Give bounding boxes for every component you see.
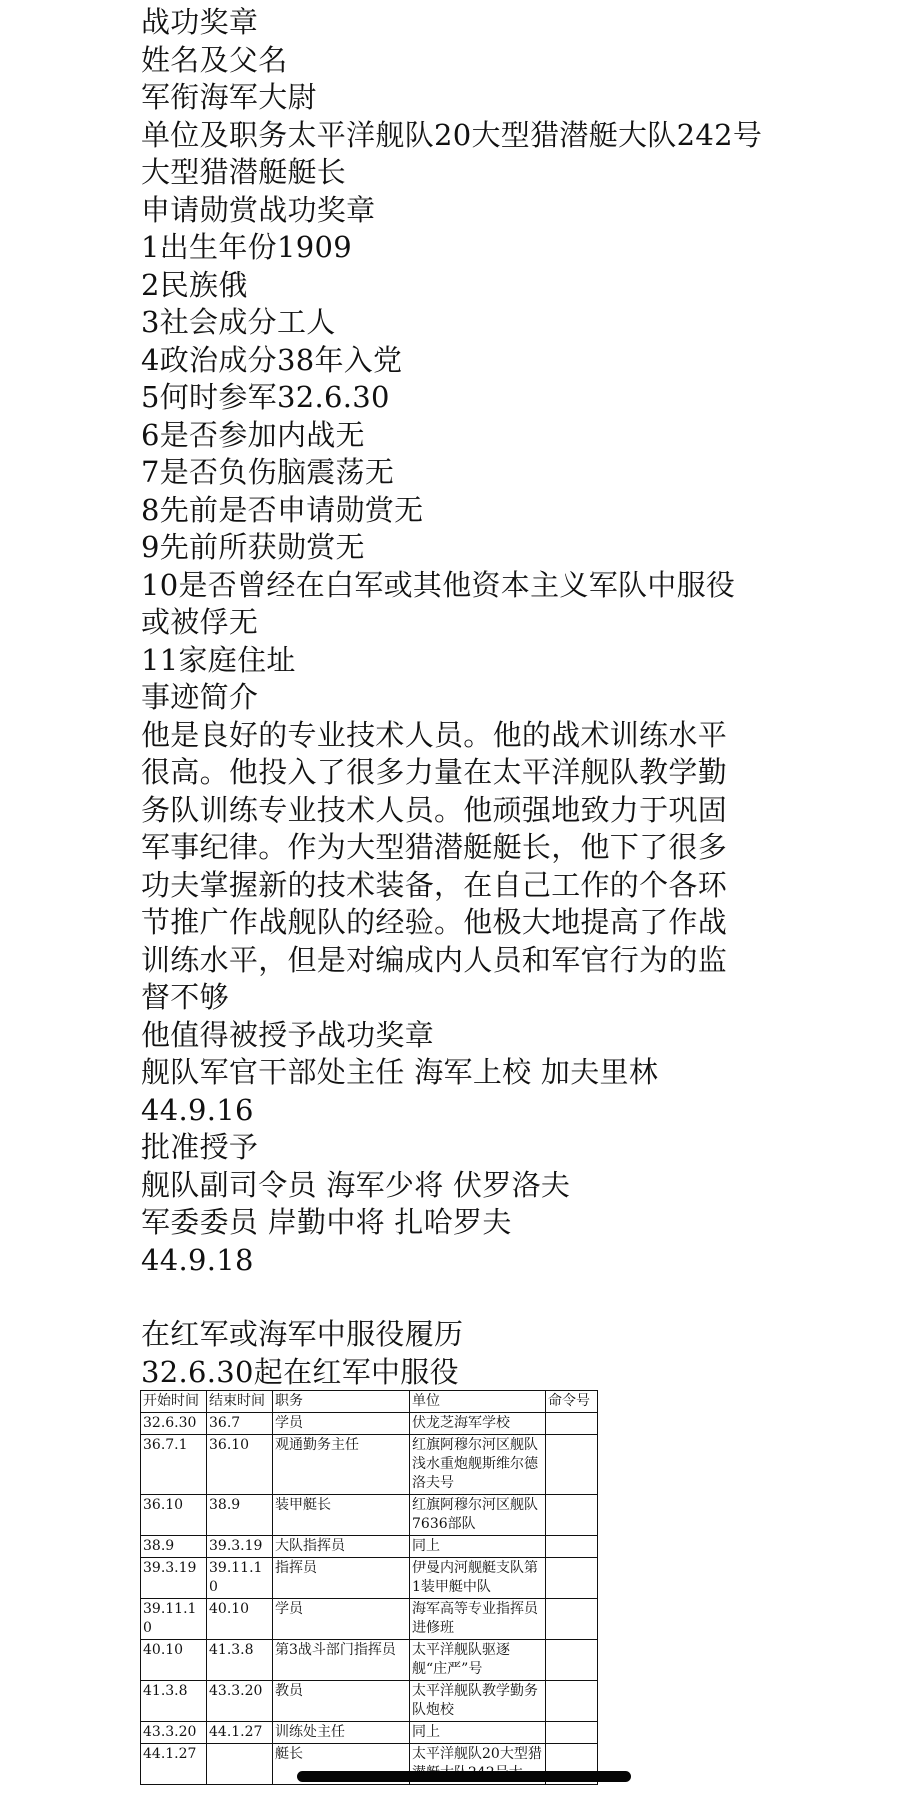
header-position: 职务 — [273, 1391, 410, 1413]
field-enlisted: 5何时参军32.6.30 — [141, 380, 390, 414]
table-row — [141, 1435, 598, 1495]
field-nationality: 2民族俄 — [141, 267, 248, 302]
field-name: 姓名及父名 — [141, 42, 288, 77]
field-prior-request: 8先前是否申请勋赏无 — [141, 492, 424, 527]
field-white-army-cont: 或被俘无 — [141, 605, 259, 639]
cell-unit: 太平洋舰队驱逐舰“庄严”号 — [410, 1640, 546, 1681]
cell-unit: 太平洋舰队教学勤务队炮校 — [410, 1681, 546, 1722]
cell-position: 学员 — [273, 1413, 410, 1435]
cell-position: 指挥员 — [273, 1558, 410, 1599]
cell-unit: 海军高等专业指挥员进修班 — [410, 1599, 546, 1640]
field-social-class: 3社会成分工人 — [141, 305, 336, 339]
signer-cadre-chief: 舰队军官干部处主任 海军上校 加夫里林 — [141, 1055, 659, 1089]
cell-order-no — [546, 1495, 598, 1536]
cell-order-no — [546, 1435, 598, 1495]
cell-order-no — [546, 1558, 598, 1599]
cell-end: 38.9 — [207, 1495, 273, 1536]
cell-order-no — [546, 1599, 598, 1640]
cell-end: 39.11.10 — [207, 1558, 273, 1599]
summary-line: 他是良好的专业技术人员。他的战术训练水平 — [141, 717, 728, 752]
cell-order-no — [546, 1536, 598, 1558]
cell-position: 学员 — [273, 1599, 410, 1640]
field-white-army: 10是否曾经在白军或其他资本主义军队中服役 — [141, 567, 736, 602]
cell-unit: 红旗阿穆尔河区舰队7636部队 — [410, 1495, 546, 1536]
cell-start: 38.9 — [141, 1536, 207, 1558]
cell-position: 装甲艇长 — [273, 1495, 410, 1536]
summary-line: 节推广作战舰队的经验。他极大地提高了作战 — [141, 905, 728, 939]
cell-end — [207, 1744, 273, 1785]
service-table — [140, 1390, 598, 1785]
cell-unit: 伊曼内河舰艇支队第1装甲艇中队 — [410, 1558, 546, 1599]
cell-end: 41.3.8 — [207, 1640, 273, 1681]
cell-end: 44.1.27 — [207, 1722, 273, 1744]
table-row — [141, 1722, 598, 1744]
table-row — [141, 1413, 598, 1435]
cell-position: 艇长 — [273, 1744, 410, 1785]
recommendation: 他值得被授予战功奖章 — [141, 1017, 435, 1052]
cell-end: 39.3.19 — [207, 1536, 273, 1558]
cell-end: 40.10 — [207, 1599, 273, 1640]
cell-order-no — [546, 1640, 598, 1681]
field-unit-cont: 大型猎潜艇艇长 — [141, 155, 347, 189]
field-birth-year: 1出生年份1909 — [141, 230, 352, 264]
table-row — [141, 1681, 598, 1722]
field-prior-awards: 9先前所获勋赏无 — [141, 530, 365, 564]
cell-end: 36.7 — [207, 1413, 273, 1435]
table-header-row — [141, 1391, 598, 1413]
field-civil-war: 6是否参加内战无 — [141, 417, 365, 452]
cell-start: 36.10 — [141, 1495, 207, 1536]
cell-start: 40.10 — [141, 1640, 207, 1681]
table-row — [141, 1599, 598, 1640]
date-1: 44.9.16 — [141, 1092, 254, 1127]
summary-line: 训练水平，但是对编成内人员和军官行为的监 — [141, 942, 728, 977]
cell-position: 第3战斗部门指挥员 — [273, 1640, 410, 1681]
cell-start: 36.7.1 — [141, 1435, 207, 1495]
cell-end: 43.3.20 — [207, 1681, 273, 1722]
document-body — [141, 4, 801, 1391]
table-row — [141, 1495, 598, 1536]
table-row — [141, 1536, 598, 1558]
summary-line: 很高。他投入了很多力量在太平洋舰队教学勤 — [141, 755, 728, 789]
cell-position: 大队指挥员 — [273, 1536, 410, 1558]
field-award-request: 申请勋赏战功奖章 — [141, 192, 376, 227]
cell-order-no — [546, 1681, 598, 1722]
summary-line: 功夫掌握新的技术装备，在自己工作的个各环 — [141, 867, 728, 902]
table-row — [141, 1640, 598, 1681]
doc-title: 战功奖章 — [141, 5, 259, 39]
field-wounds: 7是否负伤脑震荡无 — [141, 455, 395, 489]
home-indicator-bar[interactable] — [297, 1771, 631, 1782]
cell-start: 41.3.8 — [141, 1681, 207, 1722]
cell-position: 观通勤务主任 — [273, 1435, 410, 1495]
summary-line: 军事纪律。作为大型猎潜艇艇长，他下了很多 — [141, 830, 728, 864]
field-unit: 单位及职务太平洋舰队20大型猎潜艇大队242号 — [141, 117, 763, 152]
summary-heading: 事迹简介 — [141, 680, 259, 714]
cell-position: 教员 — [273, 1681, 410, 1722]
field-address: 11家庭住址 — [141, 642, 296, 677]
cell-unit: 太平洋舰队20大型猎 — [410, 1744, 546, 1785]
field-rank: 军衔海军大尉 — [141, 80, 317, 114]
cell-order-no — [546, 1413, 598, 1435]
cell-start: 32.6.30 — [141, 1413, 207, 1435]
cell-end: 36.10 — [207, 1435, 273, 1495]
service-start: 32.6.30起在红军中服役 — [141, 1354, 459, 1389]
date-2: 44.9.18 — [141, 1242, 254, 1277]
header-order-no: 命令号 — [546, 1391, 598, 1413]
signer-council-member: 军委委员 岸勤中将 扎哈罗夫 — [141, 1205, 512, 1239]
signer-deputy-commander: 舰队副司令员 海军少将 伏罗洛夫 — [141, 1167, 571, 1202]
cell-start: 39.11.10 — [141, 1599, 207, 1640]
cell-position: 训练处主任 — [273, 1722, 410, 1744]
table-row — [141, 1558, 598, 1599]
cell-unit: 同上 — [410, 1536, 546, 1558]
header-start: 开始时间 — [141, 1391, 207, 1413]
service-heading: 在红军或海军中服役履历 — [141, 1317, 464, 1351]
header-end: 结束时间 — [207, 1391, 273, 1413]
cell-order-no — [546, 1722, 598, 1744]
cell-start: 39.3.19 — [141, 1558, 207, 1599]
summary-line: 督不够 — [141, 980, 229, 1014]
service-table-wrap — [140, 1390, 598, 1785]
cell-start: 43.3.20 — [141, 1722, 207, 1744]
cell-unit: 同上 — [410, 1722, 546, 1744]
cell-start: 44.1.27 — [141, 1744, 207, 1785]
approval-heading: 批准授予 — [141, 1130, 259, 1164]
field-party: 4政治成分38年入党 — [141, 342, 403, 377]
spacer — [141, 1279, 801, 1316]
cell-unit: 红旗阿穆尔河区舰队浅水重炮舰斯维尔德洛夫号 — [410, 1435, 546, 1495]
cell-unit: 伏龙芝海军学校 — [410, 1413, 546, 1435]
summary-line: 务队训练专业技术人员。他顽强地致力于巩固 — [141, 792, 728, 827]
header-unit: 单位 — [410, 1391, 546, 1413]
